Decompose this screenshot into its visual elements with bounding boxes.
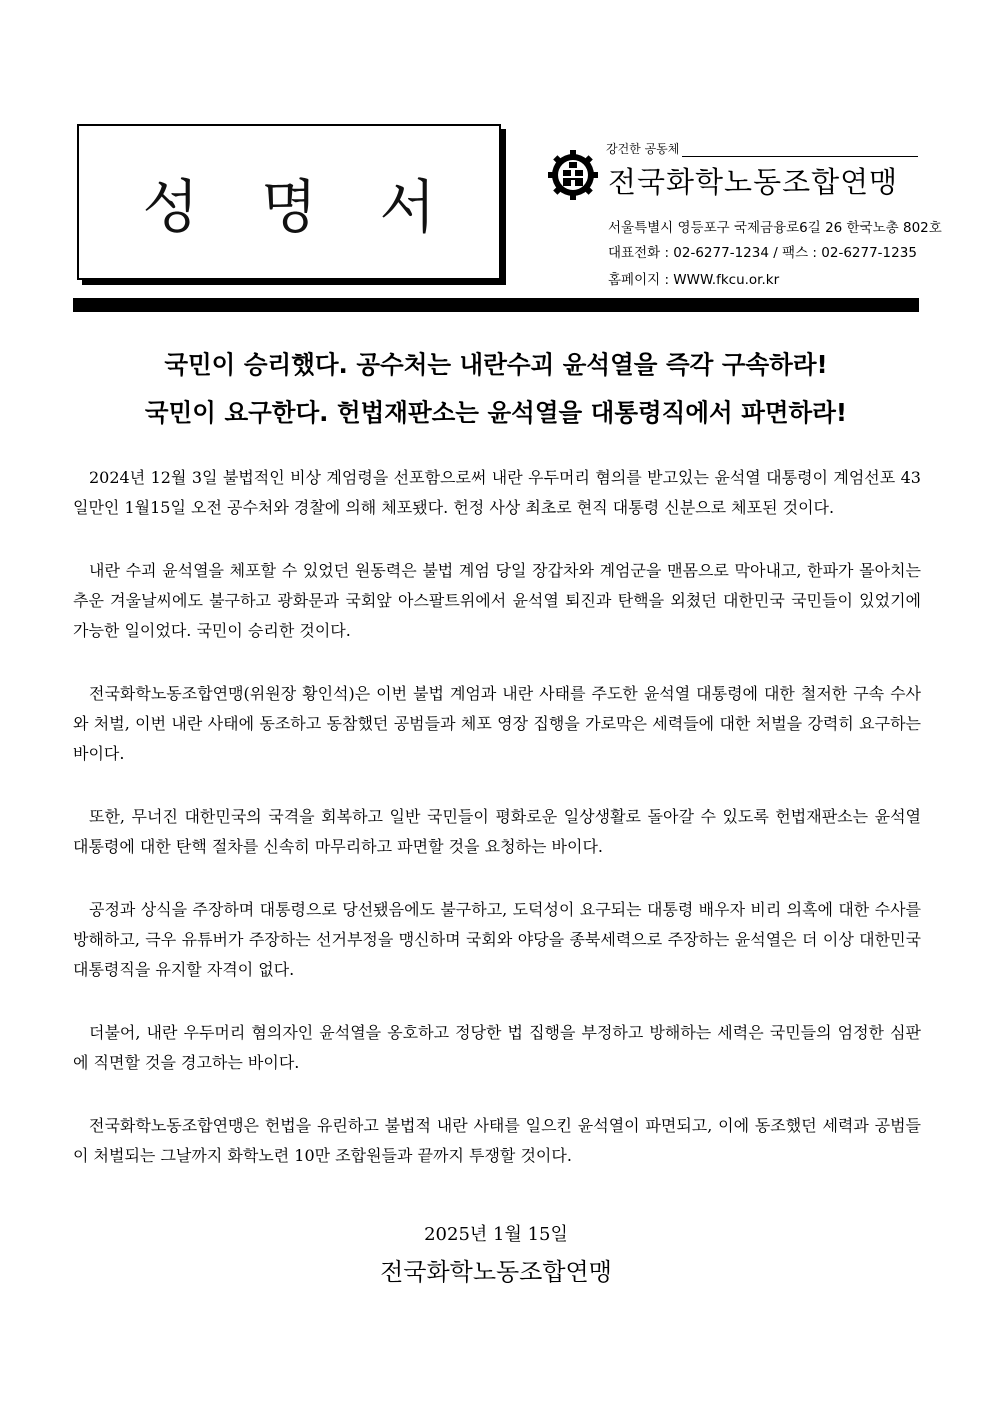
headline-1: 국민이 승리했다. 공수처는 내란수괴 윤석열을 즉각 구속하라!: [164, 350, 828, 379]
headline-2: 국민이 요구한다. 헌법재판소는 윤석열을 대통령직에서 파면하라!: [144, 398, 848, 427]
paragraph: 또한, 무너진 대한민국의 국격을 회복하고 일반 국민들이 평화로운 일상생활로 돌아갈 수 있도록 헌법재판소는 윤석열 대통령에 대한 탄핵 절차를 신속히 마무리하고 파면할 것을 요청하는 바이다.: [73, 807, 921, 856]
paragraph: 2024년 12월 3일 불법적인 비상 계엄령을 선포함으로써 내란 우두머리 혐의를 받고있는 윤석열 대통령이 계엄선포 43일만인 1월15일 오전 공수처와 경찰에 의해 체포됐다. 헌정 사상 최초로 현직 대통령 신분으로 체포된 것이다.: [73, 468, 921, 517]
slogan-underline: [682, 156, 918, 157]
slogan-row: [606, 138, 918, 158]
paragraph: 전국화학노동조합연맹은 헌법을 유린하고 불법적 내란 사태를 일으킨 윤석열이 파면되고, 이에 동조했던 세력과 공범들이 처벌되는 그날까지 화학노련 10만 조합원들과 끝까지 투쟁할 것이다.: [73, 1116, 921, 1165]
statement-signatory: 전국화학노동조합연맹: [380, 1258, 612, 1286]
org-homepage: 홈페이지 : WWW.fkcu.or.kr: [608, 272, 780, 288]
org-name: 전국화학노동조합연맹: [608, 165, 899, 199]
document-title: 성 명 서: [142, 173, 458, 241]
header-divider: [73, 298, 919, 312]
gear-emblem-icon: [546, 148, 600, 202]
org-slogan: 강건한 공동체: [606, 142, 680, 156]
paragraph: 내란 수괴 윤석열을 체포할 수 있었던 원동력은 불법 계엄 당일 장갑차와 계엄군을 맨몸으로 막아내고, 한파가 몰아치는 추운 겨울날씨에도 불구하고 광화문과 국회앞 아스팔트위에서 윤석열 퇴진과 탄핵을 외쳤던 대한민국 국민들이 있었기에 가능한 일이었다. 국민이 승리한 것이다.: [73, 561, 921, 640]
paragraph: 전국화학노동조합연맹(위원장 황인석)은 이번 불법 계엄과 내란 사태를 주도한 윤석열 대통령에 대한 철저한 구속 수사와 처벌, 이번 내란 사태에 동조하고 동참했던 공범들과 체포 영장 집행을 가로막은 세력들에 대한 처벌을 강력히 요구하는 바이다.: [73, 684, 921, 763]
statement-date: 2025년 1월 15일: [424, 1224, 568, 1245]
paragraph: 공정과 상식을 주장하며 대통령으로 당선됐음에도 불구하고, 도덕성이 요구되는 대통령 배우자 비리 의혹에 대한 수사를 방해하고, 극우 유튜버가 주장하는 선거부정을 맹신하며 국회와 야당을 종북세력으로 주장하는 윤석열은 더 이상 대한민국 대통령직을 유지할 자격이 없다.: [73, 900, 921, 979]
statement-body: [73, 463, 921, 1204]
paragraph: 더불어, 내란 우두머리 혐의자인 윤석열을 옹호하고 정당한 법 집행을 부정하고 방해하는 세력은 국민들의 엄정한 심판에 직면할 것을 경고하는 바이다.: [73, 1023, 921, 1072]
org-phone-fax: 대표전화 : 02-6277-1234 / 팩스 : 02-6277-1235: [608, 245, 917, 261]
title-box: [77, 124, 501, 280]
org-address: 서울특별시 영등포구 국제금융로6길 26 한국노총 802호: [608, 220, 942, 236]
